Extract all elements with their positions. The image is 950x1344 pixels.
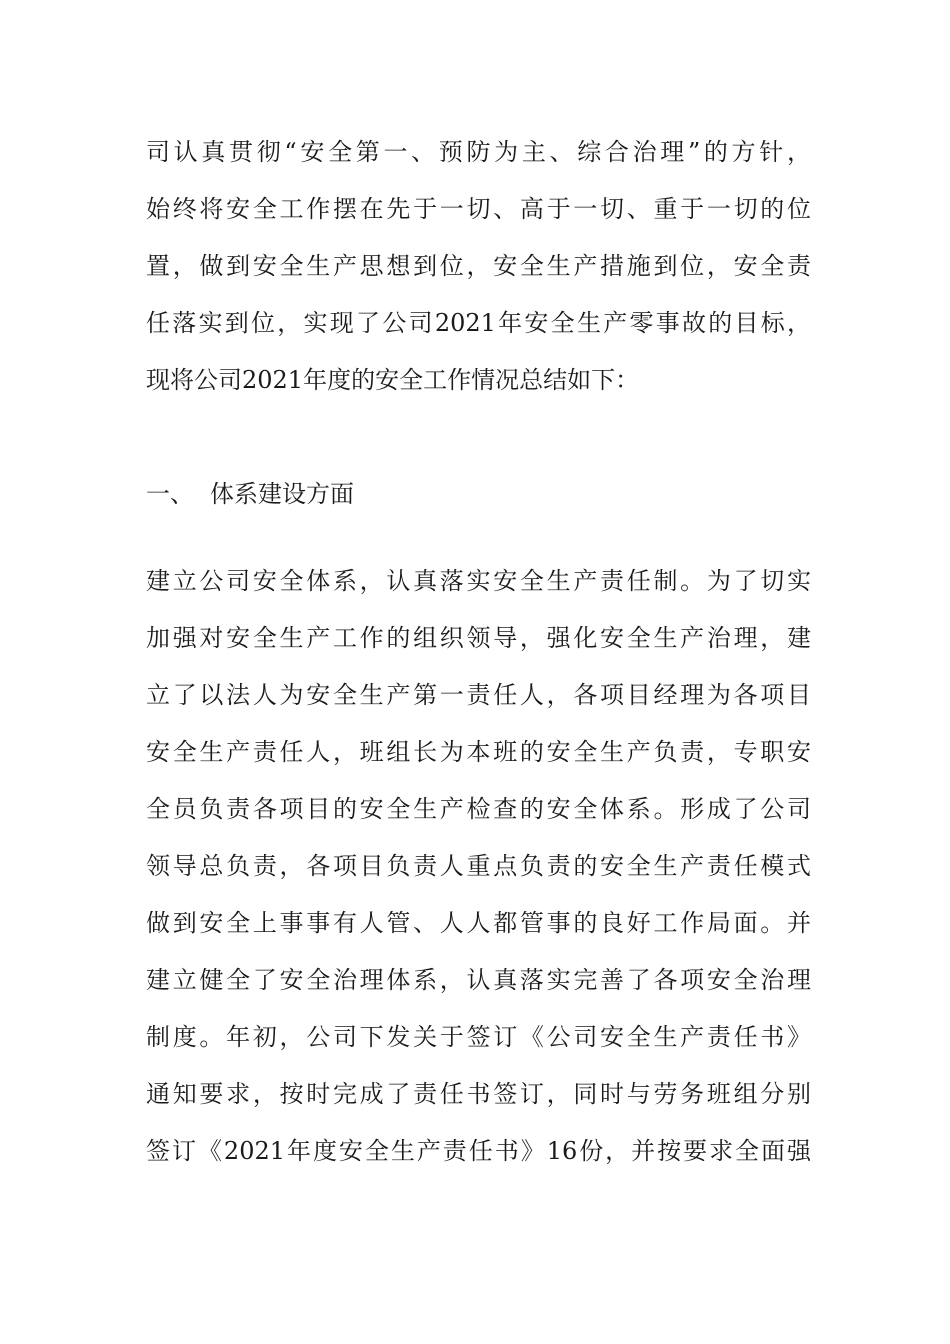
text-line: 签订《2021年度安全生产责任书》16份，并按要求全面强 [146, 1137, 811, 1165]
text-line: 始终将安全工作摆在先于一切、高于一切、重于一切的位 [146, 195, 811, 223]
text-line: 做到安全上事事有人管、人人都管事的良好工作局面。并 [146, 909, 811, 937]
text-line: 通知要求，按时完成了责任书签订，同时与劳务班组分别 [146, 1080, 811, 1108]
text-line: 安全生产责任人，班组长为本班的安全生产负责，专职安 [146, 738, 811, 766]
text-line: 建立公司安全体系，认真落实安全生产责任制。为了切实 [146, 567, 811, 595]
text-line: 建立健全了安全治理体系，认真落实完善了各项安全治理 [146, 966, 811, 994]
text-line: 全员负责各项目的安全生产检查的安全体系。形成了公司 [146, 795, 811, 823]
section-heading [146, 466, 354, 523]
text-line: 任落实到位，实现了公司2021年安全生产零事故的目标， [146, 309, 811, 337]
text-line: 置，做到安全生产思想到位，安全生产措施到位，安全责 [146, 252, 811, 280]
text-line: 现将公司2021年度的安全工作情况总结如下： [146, 366, 640, 394]
intro-paragraph [146, 124, 811, 409]
section-title: 体系建设方面 [210, 480, 354, 508]
text-line: 司认真贯彻“安全第一、预防为主、综合治理”的方针， [146, 138, 811, 166]
text-line: 加强对安全生产工作的组织领导，强化安全生产治理，建 [146, 624, 811, 652]
text-line: 领导总负责，各项目负责人重点负责的安全生产责任模式 [146, 852, 811, 880]
text-line: 制度。年初，公司下发关于签订《公司安全生产责任书》 [146, 1023, 811, 1051]
system-paragraph [146, 553, 811, 1180]
section-number: 一、 [146, 480, 194, 508]
text-line: 立了以法人为安全生产第一责任人，各项目经理为各项目 [146, 681, 811, 709]
